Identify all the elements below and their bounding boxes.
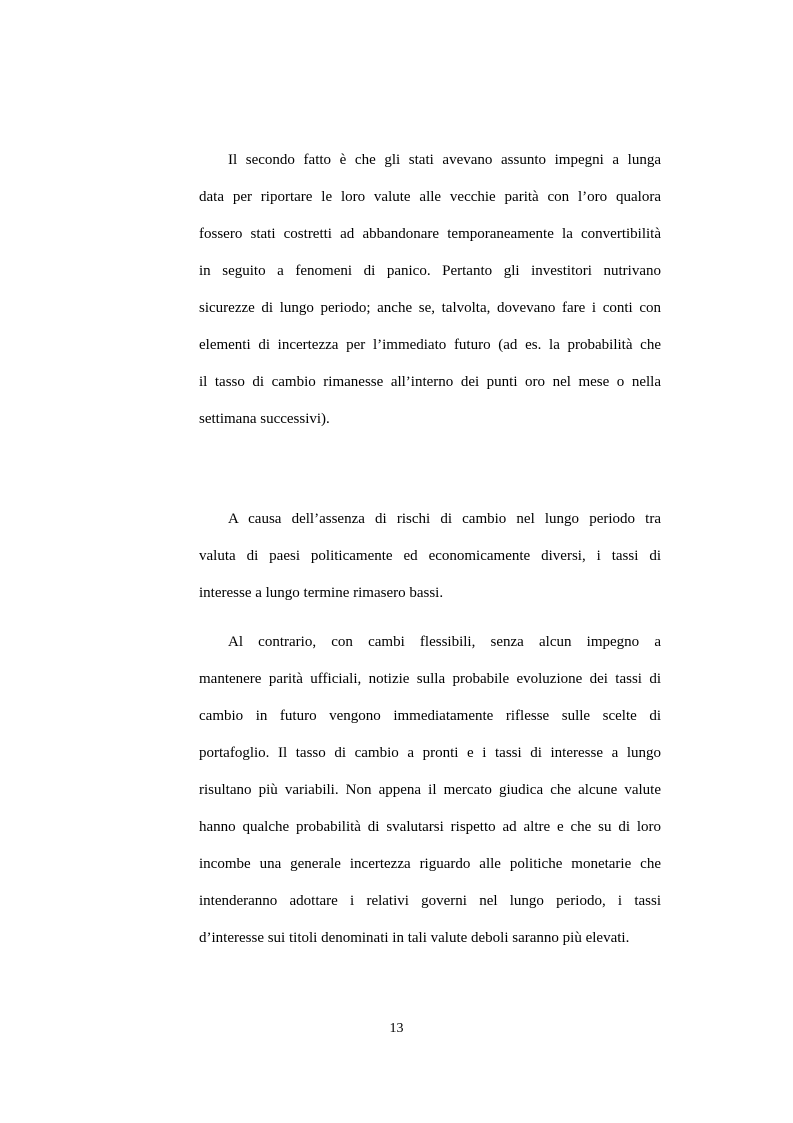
paragraph-line: A causa dell’assenza di rischi di cambio nel lungo periodo tra bbox=[228, 511, 661, 527]
paragraph-line: fossero stati costretti ad abbandonare temporaneamente la convertibilità bbox=[199, 226, 661, 242]
paragraph-1 bbox=[199, 142, 661, 438]
paragraph-line: interesse a lungo termine rimasero bassi. bbox=[199, 585, 444, 601]
paragraph-line: il tasso di cambio rimanesse all’interno dei punti oro nel mese o nella bbox=[199, 374, 661, 390]
paragraph-line: valuta di paesi politicamente ed economicamente diversi, i tassi di bbox=[199, 548, 661, 564]
paragraph-line: elementi di incertezza per l’immediato futuro (ad es. la probabilità che bbox=[199, 337, 661, 353]
paragraph-line: d’interesse sui titoli denominati in tali valute deboli saranno più elevati. bbox=[199, 930, 630, 946]
paragraph-line: mantenere parità ufficiali, notizie sulla probabile evoluzione dei tassi di bbox=[199, 671, 661, 687]
paragraph-line: in seguito a fenomeni di panico. Pertanto gli investitori nutrivano bbox=[199, 263, 661, 279]
paragraph-line: sicurezze di lungo periodo; anche se, talvolta, dovevano fare i conti con bbox=[199, 300, 661, 316]
paragraph-line: intenderanno adottare i relativi governi nel lungo periodo, i tassi bbox=[199, 893, 661, 909]
paragraph-line: settimana successivi). bbox=[199, 411, 330, 427]
paragraph-3 bbox=[199, 624, 661, 957]
paragraph-line: Al contrario, con cambi flessibili, senza alcun impegno a bbox=[228, 634, 661, 650]
paragraph-line: portafoglio. Il tasso di cambio a pronti e i tassi di interesse a lungo bbox=[199, 745, 661, 761]
paragraph-line: hanno qualche probabilità di svalutarsi rispetto ad altre e che su di loro bbox=[199, 819, 661, 835]
paragraph-line: incombe una generale incertezza riguardo alle politiche monetarie che bbox=[199, 856, 661, 872]
paragraph-2 bbox=[199, 501, 661, 612]
paragraph-line: Il secondo fatto è che gli stati avevano assunto impegni a lunga bbox=[228, 152, 661, 168]
paragraph-line: cambio in futuro vengono immediatamente riflesse sulle scelte di bbox=[199, 708, 661, 724]
paragraph-line: data per riportare le loro valute alle vecchie parità con l’oro qualora bbox=[199, 189, 661, 205]
paragraph-line: risultano più variabili. Non appena il mercato giudica che alcune valute bbox=[199, 782, 661, 798]
page-number: 13 bbox=[389, 1021, 404, 1036]
